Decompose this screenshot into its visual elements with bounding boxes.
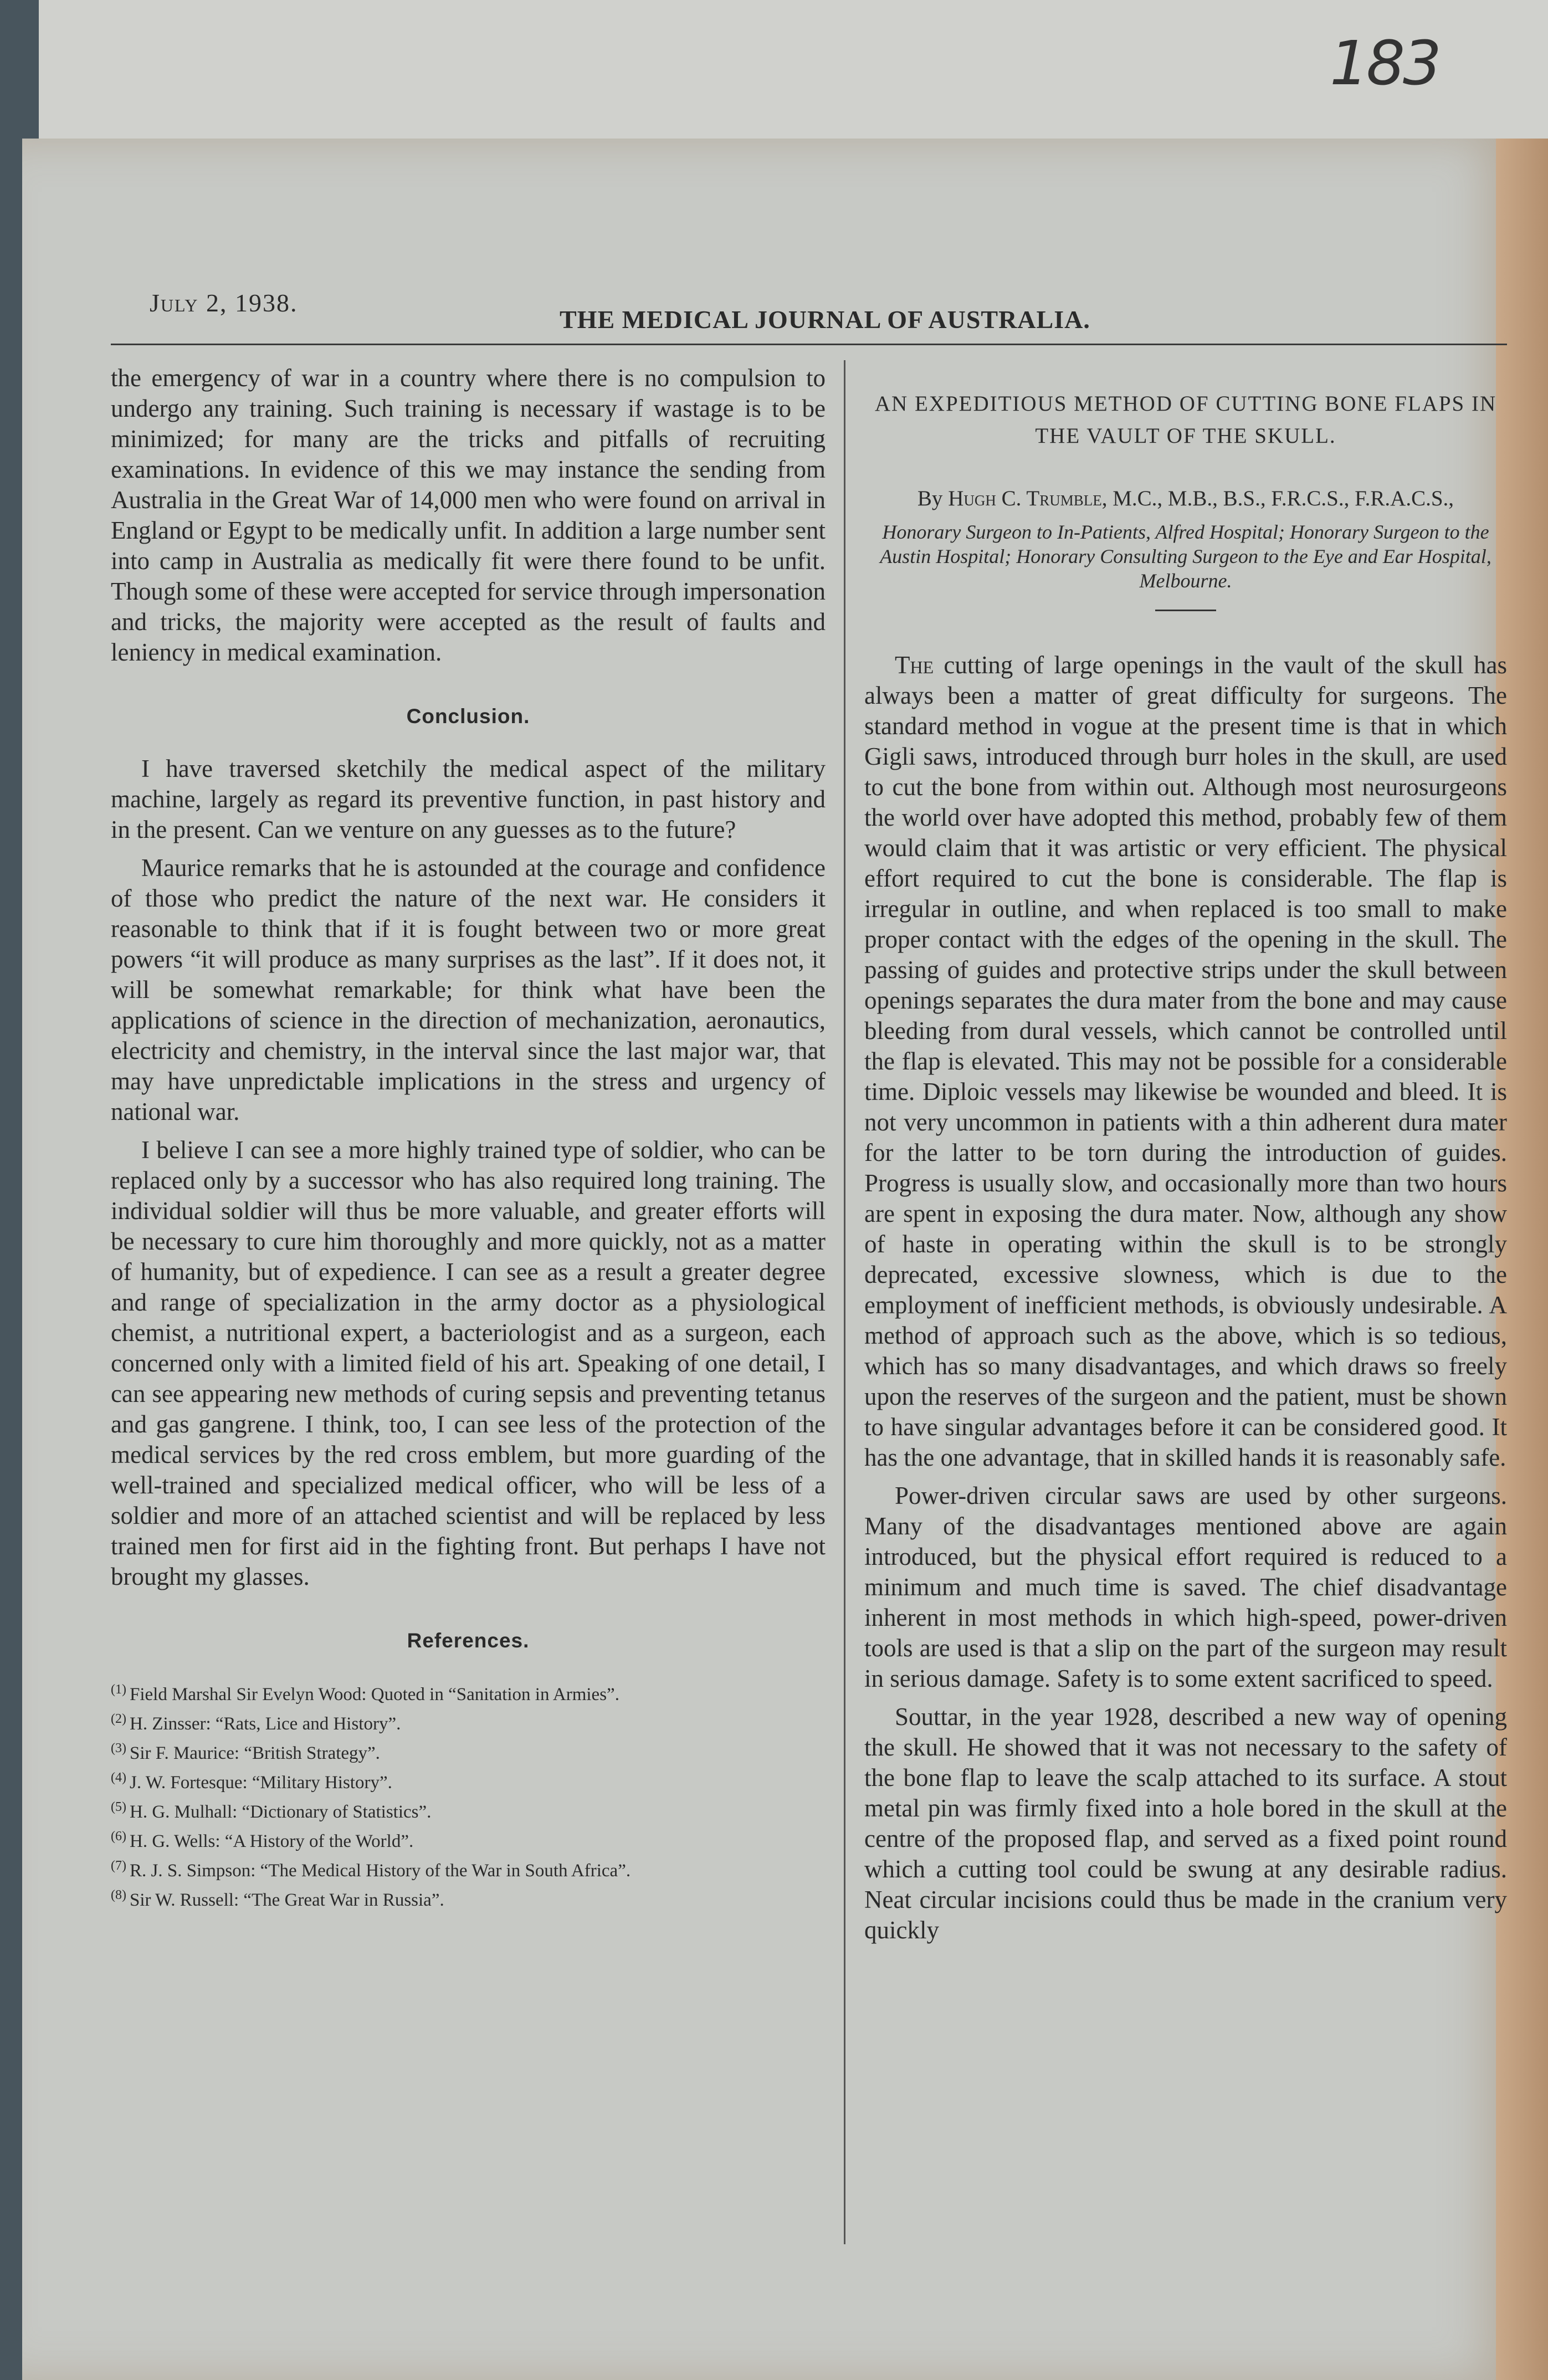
continued-paragraph: the emergency of war in a country where there is no compulsion to undergo any training. Such training is necessary if wastage is to be minimized; for many are the tricks and pitfalls of recruiting examinations. In evidence of this we may instance the sending from Australia in the Great War of 14,000 men who were found on arrival in England or Egypt to be medically unfit. In addition a large number sent into camp in Australia as medically fit were there found to be unfit. Though some of these were accepted for service through impersonation and tricks, the majority were accepted as the result of faults and leniency in medical examination. [111, 364, 826, 666]
reference-item: $^{(8)}$ Sir W. Russell: “The Great War in Russia”. [111, 1888, 444, 1910]
opening-word: The [895, 651, 934, 679]
right-column [864, 388, 1507, 1953]
references-heading: References. [407, 1629, 530, 1652]
conclusion-paragraph: Maurice remarks that he is astounded at the courage and confidence of those who predict the nature of the next war. He considers it reasonable to think that if it is fought between two or more great powers “it will produce as many surprises as the last”. If it does not, it will be somewhat remarkable; for think what have been the applications of science in the direction of mechanization, aeronautics, electricity and chemistry, in the interval since the last major war, that may have unpredictable implications in the stress and urgency of national war. [111, 854, 826, 1125]
reference-item: $^{(5)}$ H. G. Mulhall: “Dictionary of Statistics”. [111, 1800, 432, 1822]
references-list [111, 1678, 826, 1912]
issue-date: July 2, 1938. [150, 289, 298, 317]
reference-item: $^{(4)}$ J. W. Fortesque: “Military History”. [111, 1770, 392, 1793]
column-divider [844, 360, 845, 2244]
article-title: AN EXPEDITIOUS METHOD OF CUTTING BONE FLAPS IN THE VAULT OF THE SKULL. [874, 392, 1497, 448]
author-affiliation: Honorary Surgeon to In-Patients, Alfred Hospital; Honorary Surgeon to the Austin Hospital; Honorary Consulting Surgeon to the Eye and Ear Hospital, Melbourne. [880, 521, 1491, 592]
reference-item: $^{(7)}$ R. J. S. Simpson: “The Medical History of the War in South Africa”. [111, 1859, 631, 1881]
byline-rule [1155, 610, 1216, 611]
conclusion-heading: Conclusion. [406, 705, 530, 728]
left-column [111, 363, 826, 1913]
page-top-margin [39, 0, 1548, 144]
conclusion-paragraph: I have traversed sketchily the medical aspect of the military machine, largely as regard its preventive function, in past history and in the present. Can we venture on any guesses as to the future? [111, 755, 826, 843]
body-paragraph: Souttar, in the year 1928, described a new way of opening the skull. He showed that it was not necessary to the safety of the bone flap to leave the scalp attached to its surface. A stout metal pin was firmly fixed into a hole bored in the skull at the centre of the proposed flap, and served as a fixed point round which a cutting tool could be swung at any desirable radius. Neat circular incisions could thus be made in the cranium very quickly [864, 1703, 1507, 1944]
author-name: Hugh C. Trumble, M.C., M.B., B.S., F.R.C.S., F.R.A.C.S., [948, 487, 1454, 510]
reference-item: $^{(6)}$ H. G. Wells: “A History of the World”. [111, 1829, 414, 1851]
reference-item: $^{(1)}$ Field Marshal Sir Evelyn Wood: Quoted in “Sanitation in Armies”. [111, 1682, 619, 1705]
handwritten-page-number: 183 [1330, 28, 1439, 99]
body-paragraph: The cutting of large openings in the vault of the skull has always been a matter of great difficulty for surgeons. The standard method in vogue at the present time is that in which Gigli saws, introduced through burr holes in the skull, are used to cut the bone from within out. Although most neurosurgeons the world over have adopted this method, probably few of them would claim that it was artistic or very efficient. The physical effort required to cut the bone is considerable. The flap is irregular in outline, and when replaced is too small to make proper contact with the edges of the opening in the skull. The passing of guides and protective strips under the skull between openings separates the dura mater from the bone and may cause bleeding from dural vessels, which cannot be controlled until the flap is elevated. This may not be possible for a considerable time. Diploic vessels may likewise be wounded and bleed. It is not very uncommon in patients with a thin adherent dura mater for the latter to be torn during the introduction of guides. Progress is usually slow, and occasionally more than two hours are spent in exposing the dura mater. Now, although any show of haste in operating within the skull is to be strongly deprecated, excessive slowness, which is due to the employment of inefficient methods, is obviously undesirable. A method of approach such as the above, which is so tedious, which has so many disadvantages, and which draws so freely upon the reserves of the surgeon and the patient, must be shown to have singular advantages before it can be considered good. It has the one advantage, that in skilled hands it is reasonably safe. [864, 651, 1507, 1471]
journal-title: THE MEDICAL JOURNAL OF AUSTRALIA. [560, 305, 1090, 334]
reference-item: $^{(3)}$ Sir F. Maurice: “British Strategy”. [111, 1741, 380, 1763]
reference-item: $^{(2)}$ H. Zinsser: “Rats, Lice and History”. [111, 1712, 401, 1734]
conclusion-paragraph: I believe I can see a more highly trained type of soldier, who can be replaced only by a successor who has also required long training. The individual soldier will thus be more valuable, and greater efforts will be necessary to cure him thoroughly and more quickly, not as a matter of humanity, but of expedience. I can see as a result a greater degree and range of specialization in the army doctor as a physiological chemist, a nutritional expert, a bacteriologist and as a surgeon, each concerned only with a limited field of his art. Speaking of one detail, I can see appearing new methods of curing sepsis and preventing tetanus and gas gangrene. I think, too, I can see less of the protection of the medical services by the red cross emblem, but more guarding of the well-trained and specialized medical officer, who will be less of a soldier and more of an attached scientist and will be replaced by less trained men for first aid in the fighting front. But perhaps I have not brought my glasses. [111, 1136, 826, 1590]
byline: By Hugh C. Trumble, M.C., M.B., B.S., F.R.C.S., F.R.A.C.S., [917, 487, 1454, 510]
header-rule [111, 344, 1507, 345]
body-paragraph: Power-driven circular saws are used by other surgeons. Many of the disadvantages mentioned above are again introduced, but the physical effort required is reduced to a minimum and much time is saved. The chief disadvantage inherent in most methods in which high-speed, power-driven tools are used is that a slip on the part of the surgeon may result in serious damage. Safety is to some extent sacrificed to speed. [864, 1482, 1507, 1692]
running-header [0, 277, 1548, 366]
